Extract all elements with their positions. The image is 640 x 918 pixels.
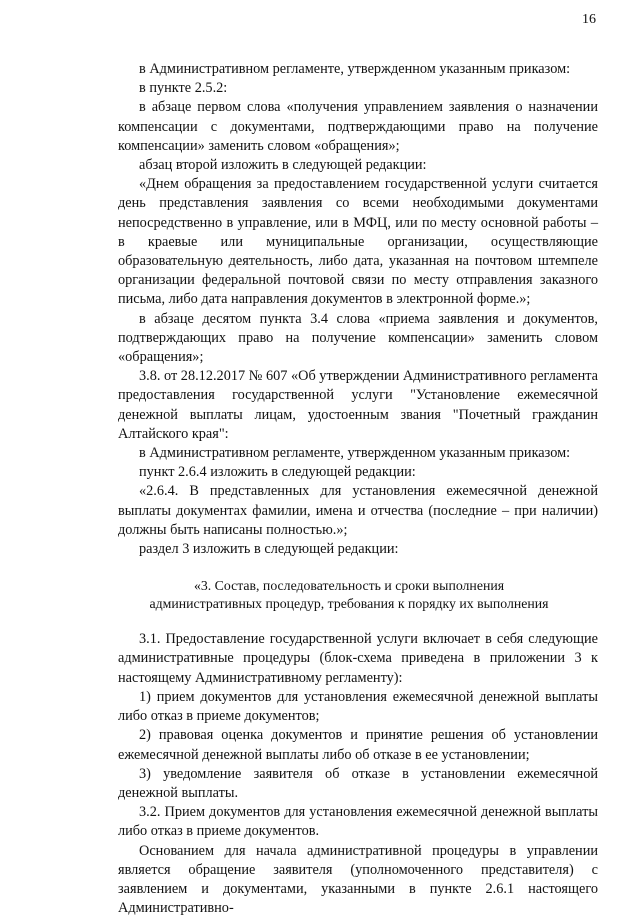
section-heading: «3. Состав, последовательность и сроки выполнения административных процедур, требования к порядку их выполнения <box>149 578 549 611</box>
list-item: 2) правовая оценка документов и принятие решения об установлении ежемесячной денежной выплаты либо об отказе в ее установлении; <box>118 727 598 763</box>
paragraph: в абзаце десятом пункта 3.4 слова «приема заявления и документов, подтверждающих право на получение компенсации» заменить словом «обращения»; <box>118 310 598 366</box>
paragraph: абзац второй изложить в следующей редакции: <box>139 157 427 174</box>
list-item: 3) уведомление заявителя об отказе в установлении ежемесячной денежной выплаты. <box>118 765 598 801</box>
paragraph: раздел 3 изложить в следующей редакции: <box>139 541 399 558</box>
paragraph: 3.8. от 28.12.2017 № 607 «Об утверждении Административного регламента предоставления государственной услуги "Установление ежемесячной денежной выплаты лицам, удостоенным звания "Почетный гражданин Алтайского края": <box>118 368 598 442</box>
paragraph: в Административном регламенте, утвержденном указанным приказом: <box>139 61 571 77</box>
quoted-paragraph: «Днем обращения за предоставлением государственной услуги считается день представления заявления со всеми необходимыми документами непосредственно в управление, или в МФЦ, или по месту основной работы – в краевые или муниципальные организации, осуществляющие образовательную деятельность, либо дата, указанная на почтовом штемпеле организации федеральной почтовой связи по месту отправления заказного письма, либо дата направления документов в электронной форме.»; <box>118 176 598 308</box>
paragraph: в пункте 2.5.2: <box>139 80 228 97</box>
paragraph: Основанием для начала административной процедуры в управлении является обращение заявителя (уполномоченного представителя) с заявлением и документами, указанными в пункте 2.6.1 настоящего Административно- <box>118 842 598 917</box>
paragraph: 3.1. Предоставление государственной услуги включает в себя следующие административные процедуры (блок-схема приведена в приложении 3 к настоящему Административному регламенту): <box>118 631 598 686</box>
paragraph: пункт 2.6.4 изложить в следующей редакции: <box>139 464 416 481</box>
paragraph: в Административном регламенте, утвержденном указанным приказом: <box>139 445 571 462</box>
list-item: 1) прием документов для установления ежемесячной денежной выплаты либо отказ в приеме документов; <box>118 688 598 725</box>
paragraph: 3.2. Прием документов для установления ежемесячной денежной выплаты либо отказ в приеме документов. <box>118 804 598 840</box>
paragraph: в абзаце первом слова «получения управлением заявления о назначении компенсации с документами, подтверждающими право на получение компенсации» заменить словом «обращения»; <box>118 99 598 154</box>
quoted-paragraph: «2.6.4. В представленных для установления ежемесячной денежной выплаты документах фамилии, имена и отчества (последние – при наличии) должны быть написаны полностью.»; <box>118 483 598 538</box>
page-number: 16 <box>582 12 596 27</box>
document-body <box>118 60 598 918</box>
